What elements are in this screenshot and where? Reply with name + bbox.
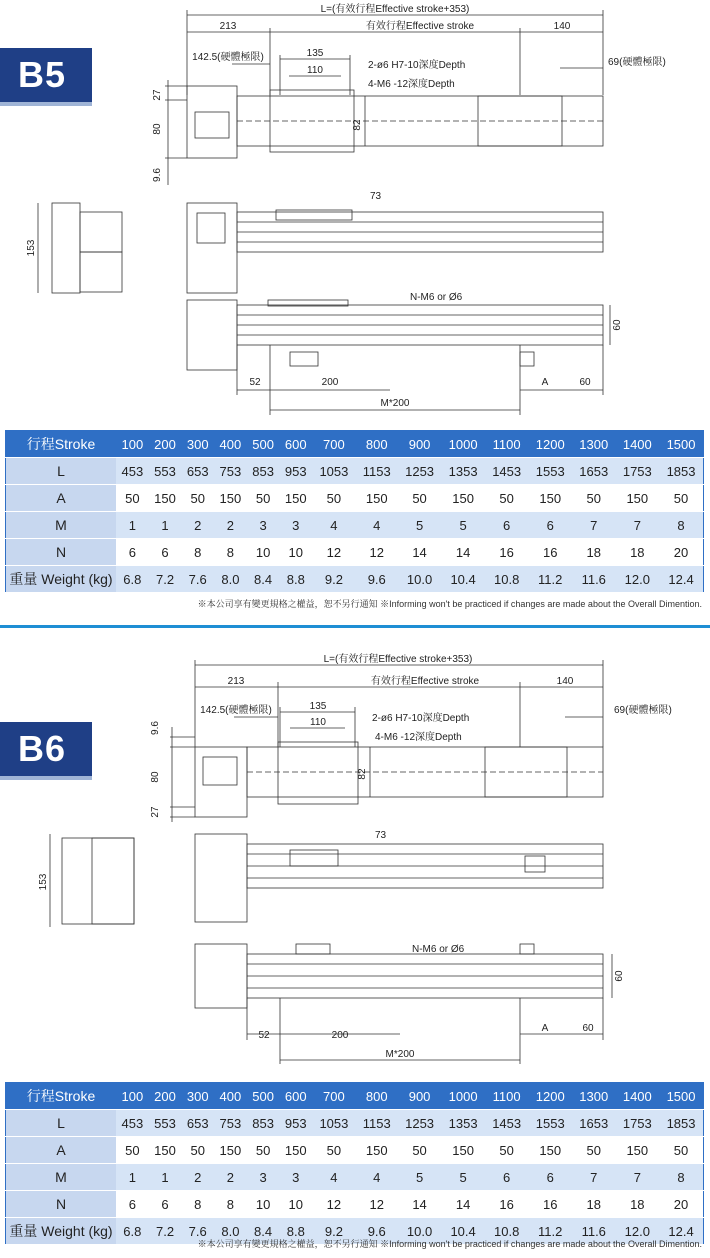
dim-9-6: 9.6 xyxy=(150,721,161,735)
table-cell: 453 xyxy=(116,1110,149,1137)
stroke-cell: 500 xyxy=(247,1083,280,1110)
table-row xyxy=(6,1164,704,1191)
row-label: 重量 Weight (kg) xyxy=(6,566,117,593)
disclaimer-note: ※本公司享有變更規格之權益，恕不另行通知 ※Informing won't be practiced if changes are made about the Overall Dimention. xyxy=(197,599,702,609)
table-cell: 1 xyxy=(116,512,149,539)
table-cell: 6 xyxy=(485,1164,529,1191)
table-cell: 853 xyxy=(247,458,280,485)
table-cell: 953 xyxy=(279,1110,312,1137)
stroke-cell: 400 xyxy=(214,1083,247,1110)
dim-200: 200 xyxy=(331,1030,349,1041)
table-cell: 10.4 xyxy=(441,566,485,593)
stroke-cell: 1400 xyxy=(616,431,660,458)
section-b6 xyxy=(0,632,710,1258)
table-cell: 7 xyxy=(616,512,660,539)
table-cell: 8 xyxy=(214,1191,247,1218)
table-cell: 50 xyxy=(247,485,280,512)
table-cell: 50 xyxy=(181,1137,214,1164)
dim-69: 69(硬體極限) xyxy=(614,705,672,716)
table-cell: 653 xyxy=(181,1110,214,1137)
table-cell: 1853 xyxy=(659,458,703,485)
row-label: M xyxy=(6,512,117,539)
table-cell: 9.6 xyxy=(356,1218,398,1245)
table-cell: 1 xyxy=(149,512,182,539)
table-cell: 150 xyxy=(528,1137,572,1164)
hole-spec-2: 4-M6 -12深度Depth xyxy=(368,79,455,90)
table-cell: 4 xyxy=(312,1164,356,1191)
table-row xyxy=(6,1191,704,1218)
table-cell: 8.0 xyxy=(214,566,247,593)
hole-spec-nm6: N-M6 or Ø6 xyxy=(410,292,463,303)
table-cell: 7.2 xyxy=(149,1218,182,1245)
spec-table-b6 xyxy=(5,1082,704,1245)
dim-m200: M*200 xyxy=(380,398,410,409)
table-cell: 150 xyxy=(616,485,660,512)
dim-200: 200 xyxy=(321,377,339,388)
table-cell: 50 xyxy=(485,485,529,512)
table-cell: 1 xyxy=(149,1164,182,1191)
table-cell: 5 xyxy=(441,512,485,539)
dim-82: 82 xyxy=(352,119,363,131)
table-cell: 1553 xyxy=(528,458,572,485)
table-cell: 8 xyxy=(181,539,214,566)
table-cell: 12.0 xyxy=(616,566,660,593)
table-cell: 50 xyxy=(181,485,214,512)
table-cell: 1353 xyxy=(441,1110,485,1137)
table-cell: 653 xyxy=(181,458,214,485)
table-cell: 1053 xyxy=(312,1110,356,1137)
dim-135: 135 xyxy=(306,48,324,59)
row-label: L xyxy=(6,458,117,485)
table-cell: 4 xyxy=(312,512,356,539)
table-cell: 12 xyxy=(312,1191,356,1218)
table-cell: 1253 xyxy=(398,458,442,485)
table-cell: 14 xyxy=(441,539,485,566)
dim-73: 73 xyxy=(375,830,387,841)
table-cell: 18 xyxy=(572,539,616,566)
stroke-cell: 1500 xyxy=(659,431,703,458)
table-cell: 2 xyxy=(214,512,247,539)
row-label: N xyxy=(6,1191,117,1218)
dim-52: 52 xyxy=(249,377,261,388)
table-cell: 3 xyxy=(247,1164,280,1191)
table-cell: 753 xyxy=(214,458,247,485)
hole-spec-1: 2-ø6 H7-10深度Depth xyxy=(372,713,470,724)
stroke-cell: 1200 xyxy=(528,431,572,458)
stroke-cell: 300 xyxy=(181,431,214,458)
row-label: L xyxy=(6,1110,117,1137)
stroke-cell: 400 xyxy=(214,431,247,458)
table-cell: 1 xyxy=(116,1164,149,1191)
table-cell: 7.2 xyxy=(149,566,182,593)
table-cell: 12.0 xyxy=(616,1218,660,1245)
table-cell: 9.2 xyxy=(312,1218,356,1245)
table-cell: 50 xyxy=(312,485,356,512)
table-cell: 8 xyxy=(214,539,247,566)
stroke-cell: 1300 xyxy=(572,1083,616,1110)
table-cell: 10.8 xyxy=(485,1218,529,1245)
table-cell: 50 xyxy=(247,1137,280,1164)
table-cell: 50 xyxy=(485,1137,529,1164)
dim-110: 110 xyxy=(307,65,323,76)
table-cell: 1653 xyxy=(572,1110,616,1137)
hole-spec-2: 4-M6 -12深度Depth xyxy=(375,732,462,743)
row-label: N xyxy=(6,539,117,566)
table-cell: 150 xyxy=(214,1137,247,1164)
table-cell: 1453 xyxy=(485,458,529,485)
table-cell: 8.8 xyxy=(279,566,312,593)
table-cell: 6 xyxy=(116,1191,149,1218)
table-header-row xyxy=(6,1083,704,1110)
row-label: A xyxy=(6,485,117,512)
table-cell: 8.0 xyxy=(214,1218,247,1245)
table-cell: 7.6 xyxy=(181,1218,214,1245)
stroke-cell: 100 xyxy=(116,431,149,458)
table-cell: 18 xyxy=(572,1191,616,1218)
dim-142: 142.5(硬體極限) xyxy=(192,52,264,63)
stroke-cell: 1400 xyxy=(616,1083,660,1110)
table-cell: 50 xyxy=(659,1137,703,1164)
table-cell: 753 xyxy=(214,1110,247,1137)
table-cell: 3 xyxy=(279,512,312,539)
table-cell: 6 xyxy=(528,512,572,539)
table-cell: 150 xyxy=(149,485,182,512)
table-cell: 3 xyxy=(247,512,280,539)
section-divider xyxy=(0,625,710,628)
table-cell: 6 xyxy=(528,1164,572,1191)
table-cell: 50 xyxy=(659,485,703,512)
table-cell: 11.6 xyxy=(572,1218,616,1245)
table-cell: 1553 xyxy=(528,1110,572,1137)
stroke-cell: 1300 xyxy=(572,431,616,458)
table-cell: 6 xyxy=(149,1191,182,1218)
table-cell: 10 xyxy=(247,539,280,566)
stroke-cell: 800 xyxy=(356,1083,398,1110)
table-cell: 50 xyxy=(398,1137,442,1164)
hole-spec-1: 2-ø6 H7-10深度Depth xyxy=(368,60,466,71)
stroke-cell: 600 xyxy=(279,1083,312,1110)
table-row xyxy=(6,512,704,539)
dim-69: 69(硬體極限) xyxy=(608,57,666,68)
table-cell: 50 xyxy=(398,485,442,512)
stroke-cell: 300 xyxy=(181,1083,214,1110)
table-cell: 12 xyxy=(356,1191,398,1218)
table-cell: 1053 xyxy=(312,458,356,485)
table-cell: 11.6 xyxy=(572,566,616,593)
dim-80: 80 xyxy=(152,123,163,135)
stroke-cell: 1200 xyxy=(528,1083,572,1110)
table-cell: 953 xyxy=(279,458,312,485)
dim-82: 82 xyxy=(357,768,368,780)
table-cell: 6.8 xyxy=(116,1218,149,1245)
stroke-cell: 1000 xyxy=(441,1083,485,1110)
hole-spec-nm6: N-M6 or Ø6 xyxy=(412,944,465,955)
stroke-cell: 600 xyxy=(279,431,312,458)
dim-60-vertical: 60 xyxy=(612,319,623,331)
table-cell: 10.0 xyxy=(398,566,442,593)
table-row xyxy=(6,539,704,566)
table-cell: 14 xyxy=(441,1191,485,1218)
table-cell: 11.2 xyxy=(528,566,572,593)
table-cell: 9.6 xyxy=(356,566,398,593)
dim-L: L=(有效行程Effective stroke+353) xyxy=(320,4,470,15)
table-cell: 453 xyxy=(116,458,149,485)
table-cell: 18 xyxy=(616,1191,660,1218)
table-cell: 50 xyxy=(572,485,616,512)
stroke-cell: 1100 xyxy=(485,431,529,458)
row-label: M xyxy=(6,1164,117,1191)
table-cell: 1653 xyxy=(572,458,616,485)
model-badge: B5 xyxy=(0,48,92,102)
dim-60: 60 xyxy=(582,1023,594,1034)
stroke-cell: 1000 xyxy=(441,431,485,458)
table-cell: 6 xyxy=(485,512,529,539)
table-cell: 2 xyxy=(181,512,214,539)
table-cell: 1453 xyxy=(485,1110,529,1137)
table-cell: 150 xyxy=(279,1137,312,1164)
table-cell: 150 xyxy=(441,485,485,512)
table-cell: 8.8 xyxy=(279,1218,312,1245)
table-cell: 8 xyxy=(659,512,703,539)
table-cell: 12 xyxy=(312,539,356,566)
table-cell: 5 xyxy=(441,1164,485,1191)
table-cell: 50 xyxy=(116,485,149,512)
dim-73: 73 xyxy=(370,191,382,202)
table-cell: 16 xyxy=(485,539,529,566)
table-row xyxy=(6,458,704,485)
table-cell: 12.4 xyxy=(659,566,703,593)
table-cell: 10.8 xyxy=(485,566,529,593)
table-cell: 150 xyxy=(214,485,247,512)
table-cell: 9.2 xyxy=(312,566,356,593)
table-cell: 8 xyxy=(181,1191,214,1218)
dim-142: 142.5(硬體極限) xyxy=(200,705,272,716)
model-badge: B6 xyxy=(0,722,92,776)
table-cell: 7 xyxy=(572,1164,616,1191)
dim-60: 60 xyxy=(579,377,591,388)
dim-m200: M*200 xyxy=(385,1049,415,1060)
dim-213: 213 xyxy=(227,676,245,687)
dim-60-vertical: 60 xyxy=(614,970,625,982)
table-cell: 1153 xyxy=(356,1110,398,1137)
dim-27: 27 xyxy=(150,806,161,818)
section-b5 xyxy=(0,0,710,622)
table-cell: 5 xyxy=(398,1164,442,1191)
dim-A: A xyxy=(541,377,549,388)
table-cell: 12 xyxy=(356,539,398,566)
row-label: 重量 Weight (kg) xyxy=(6,1218,117,1245)
table-cell: 14 xyxy=(398,1191,442,1218)
dim-A: A xyxy=(541,1023,549,1034)
table-cell: 10 xyxy=(279,539,312,566)
table-cell: 8 xyxy=(659,1164,703,1191)
table-cell: 1153 xyxy=(356,458,398,485)
table-cell: 16 xyxy=(528,539,572,566)
table-cell: 6 xyxy=(116,539,149,566)
table-cell: 10 xyxy=(279,1191,312,1218)
table-cell: 6.8 xyxy=(116,566,149,593)
table-row xyxy=(6,1110,704,1137)
table-cell: 7.6 xyxy=(181,566,214,593)
table-cell: 1353 xyxy=(441,458,485,485)
dim-27: 27 xyxy=(152,89,163,101)
table-cell: 14 xyxy=(398,539,442,566)
table-cell: 50 xyxy=(572,1137,616,1164)
table-cell: 150 xyxy=(356,485,398,512)
dim-140: 140 xyxy=(553,21,571,32)
stroke-cell: 900 xyxy=(398,1083,442,1110)
stroke-cell: 500 xyxy=(247,431,280,458)
dim-80: 80 xyxy=(150,771,161,783)
stroke-cell: 200 xyxy=(149,431,182,458)
table-cell: 50 xyxy=(116,1137,149,1164)
table-cell: 853 xyxy=(247,1110,280,1137)
table-cell: 10.0 xyxy=(398,1218,442,1245)
table-cell: 10 xyxy=(247,1191,280,1218)
table-cell: 18 xyxy=(616,539,660,566)
table-cell: 150 xyxy=(616,1137,660,1164)
table-cell: 10.4 xyxy=(441,1218,485,1245)
table-cell: 1753 xyxy=(616,458,660,485)
dim-stroke: 有效行程Effective stroke xyxy=(370,676,480,687)
stroke-cell: 700 xyxy=(312,431,356,458)
dim-140: 140 xyxy=(556,676,574,687)
table-cell: 7 xyxy=(616,1164,660,1191)
dim-52: 52 xyxy=(258,1030,270,1041)
b6-dimension-drawing xyxy=(0,632,710,1082)
stroke-cell: 900 xyxy=(398,431,442,458)
table-cell: 1253 xyxy=(398,1110,442,1137)
table-cell: 50 xyxy=(312,1137,356,1164)
table-row xyxy=(6,1137,704,1164)
header-label: 行程Stroke xyxy=(6,1083,117,1110)
table-cell: 5 xyxy=(398,512,442,539)
table-cell: 4 xyxy=(356,1164,398,1191)
table-cell: 6 xyxy=(149,539,182,566)
spec-table-b5 xyxy=(5,430,704,593)
row-label: A xyxy=(6,1137,117,1164)
table-cell: 11.2 xyxy=(528,1218,572,1245)
dim-9-6: 9.6 xyxy=(152,168,163,182)
table-cell: 12.4 xyxy=(659,1218,703,1245)
table-cell: 20 xyxy=(659,539,703,566)
table-cell: 1753 xyxy=(616,1110,660,1137)
stroke-cell: 100 xyxy=(116,1083,149,1110)
table-cell: 2 xyxy=(214,1164,247,1191)
stroke-cell: 200 xyxy=(149,1083,182,1110)
table-cell: 150 xyxy=(528,485,572,512)
table-row xyxy=(6,485,704,512)
table-row xyxy=(6,566,704,593)
stroke-cell: 800 xyxy=(356,431,398,458)
table-cell: 8.4 xyxy=(247,1218,280,1245)
b5-dimension-drawing xyxy=(0,0,710,430)
dim-135: 135 xyxy=(309,701,327,712)
table-cell: 150 xyxy=(279,485,312,512)
stroke-cell: 1500 xyxy=(659,1083,703,1110)
table-cell: 150 xyxy=(149,1137,182,1164)
stroke-cell: 700 xyxy=(312,1083,356,1110)
table-cell: 1853 xyxy=(659,1110,703,1137)
table-cell: 150 xyxy=(356,1137,398,1164)
disclaimer-note: ※本公司享有變更規格之權益，恕不另行通知 ※Informing won't be practiced if changes are made about the Overall Dimention. xyxy=(197,1239,702,1249)
header-label: 行程Stroke xyxy=(6,431,117,458)
dim-stroke: 有效行程Effective stroke xyxy=(365,21,475,32)
table-cell: 20 xyxy=(659,1191,703,1218)
stroke-cell: 1100 xyxy=(485,1083,529,1110)
table-cell: 553 xyxy=(149,1110,182,1137)
table-header-row xyxy=(6,431,704,458)
table-cell: 16 xyxy=(528,1191,572,1218)
table-cell: 2 xyxy=(181,1164,214,1191)
table-cell: 16 xyxy=(485,1191,529,1218)
dim-L: L=(有效行程Effective stroke+353) xyxy=(323,654,473,665)
dim-153: 153 xyxy=(26,239,37,257)
table-cell: 150 xyxy=(441,1137,485,1164)
table-cell: 7 xyxy=(572,512,616,539)
table-cell: 553 xyxy=(149,458,182,485)
dim-213: 213 xyxy=(219,21,237,32)
table-cell: 8.4 xyxy=(247,566,280,593)
table-cell: 4 xyxy=(356,512,398,539)
dim-110: 110 xyxy=(310,717,326,728)
table-cell: 3 xyxy=(279,1164,312,1191)
dim-153: 153 xyxy=(38,873,49,891)
